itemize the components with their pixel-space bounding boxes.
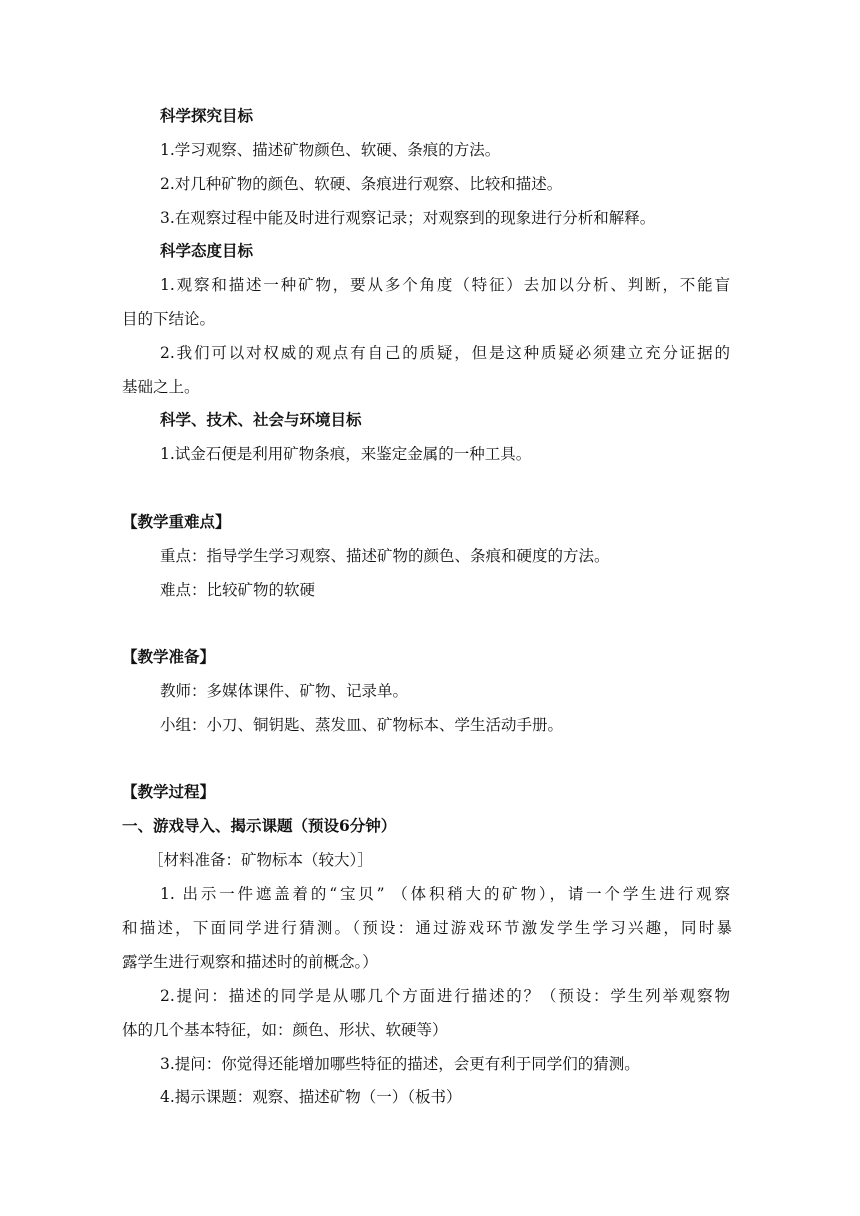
attitude-goal-1-line-1: 1.观察和描述一种矿物，要从多个角度（特征）去加以分析、判断，不能盲 (160, 276, 730, 294)
attitude-goal-2-line-2: 基础之上。 (122, 378, 200, 396)
process-step-1-line-2: 和描述，下面同学进行猜测。（预设：通过游戏环节激发学生学习兴趣，同时暴 (122, 919, 732, 937)
process-step-2-line-1: 2.提问：描述的同学是从哪几个方面进行描述的？（预设：学生列举观察物 (160, 987, 730, 1005)
sts-goals-heading: 科学、技术、社会与环境目标 (160, 410, 362, 429)
attitude-goals-heading: 科学态度目标 (160, 241, 254, 260)
inquiry-goals-heading: 科学探究目标 (160, 106, 254, 125)
key-point-difficulty: 难点：比较矿物的软硬 (160, 581, 316, 599)
inquiry-goal-3: 3.在观察过程中能及时进行观察记录；对观察到的现象进行分析和解释。 (160, 209, 656, 227)
inquiry-goal-1: 1.学习观察、描述矿物颜色、软硬、条痕的方法。 (160, 141, 501, 159)
preparation-group: 小组：小刀、铜钥匙、蒸发皿、矿物标本、学生活动手册。 (160, 716, 564, 734)
inquiry-goal-2: 2.对几种矿物的颜色、软硬、条痕进行观察、比较和描述。 (160, 175, 563, 193)
process-step-2-line-2: 体的几个基本特征，如：颜色、形状、软硬等） (122, 1021, 448, 1039)
process-materials: ［材料准备：矿物标本（较大）］ (148, 851, 373, 869)
sts-goal-1: 1.试金石便是利用矿物条痕，来鉴定金属的一种工具。 (160, 445, 532, 463)
attitude-goal-1-line-2: 目的下结论。 (122, 310, 216, 328)
process-heading: 【教学过程】 (122, 782, 216, 801)
process-section-1-title: 一、游戏导入、揭示课题（预设6分钟） (122, 816, 397, 835)
key-point-focus: 重点：指导学生学习观察、描述矿物的颜色、条痕和硬度的方法。 (160, 547, 610, 565)
preparation-heading: 【教学准备】 (122, 647, 216, 666)
preparation-teacher: 教师：多媒体课件、矿物、记录单。 (160, 682, 409, 700)
key-points-heading: 【教学重难点】 (122, 512, 231, 531)
process-step-1-line-1: 1. 出示一件遮盖着的“宝贝” （体积稍大的矿物），请一个学生进行观察 (160, 885, 730, 903)
process-step-3: 3.提问：你觉得还能增加哪些特征的描述，会更有利于同学们的猜测。 (160, 1055, 640, 1073)
attitude-goal-2-line-1: 2.我们可以对权威的观点有自己的质疑，但是这种质疑必须建立充分证据的 (160, 344, 730, 362)
process-step-4: 4.揭示课题：观察、描述矿物（一）（板书） (160, 1088, 462, 1106)
process-step-1-line-3: 露学生进行观察和描述时的前概念。） (122, 953, 378, 971)
